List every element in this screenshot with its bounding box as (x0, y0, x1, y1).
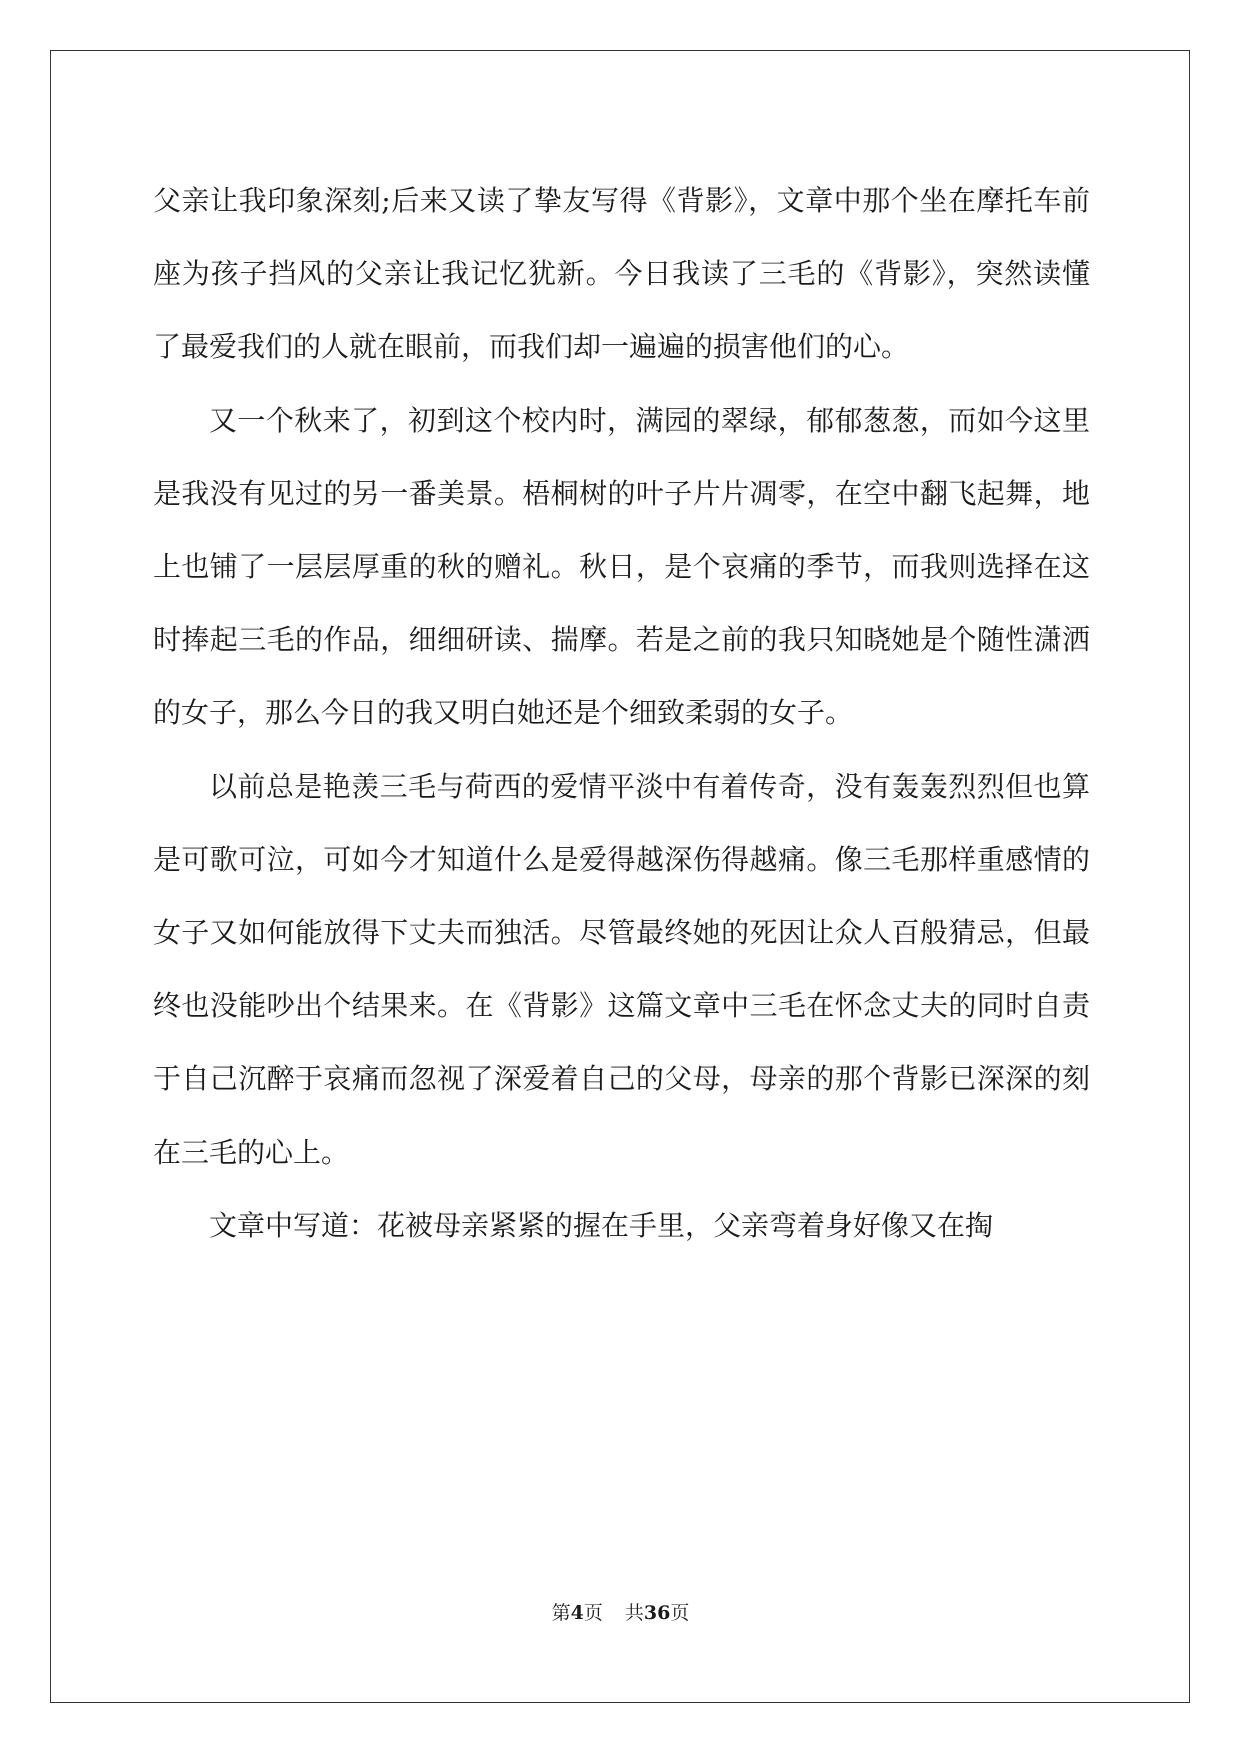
paragraph-2: 又一个秋来了，初到这个校内时，满园的翠绿，郁郁葱葱，而如今这里是我没有见过的另一番美景。梧桐树的叶子片片凋零，在空中翻飞起舞，地上也铺了一层层厚重的秋的赠礼。秋日，是个哀痛的季节，而我则选择在这时捧起三毛的作品，细细研读、揣摩。若是之前的我只知晓她是个随性潇洒的女子，那么今日的我又明白她还是个细致柔弱的女子。 (153, 403, 1090, 730)
page-number: 4 (570, 1602, 584, 1624)
paragraph-1: 父亲让我印象深刻;后来又读了挚友写得《背影》，文章中那个坐在摩托车前座为孩子挡风的父亲让我记忆犹新。今日我读了三毛的《背影》，突然读懂了最爱我们的人就在眼前，而我们却一遍遍的损害他们的心。 (153, 184, 1090, 364)
total-pages: 36 (643, 1602, 671, 1624)
paragraph-3: 以前总是艳羡三毛与荷西的爱情平淡中有着传奇，没有轰轰烈烈但也算是可歌可泣，可如今才知道什么是爱得越深伤得越痛。像三毛那样重感情的女子又如何能放得下丈夫而独活。尽管最终她的死因让众人百般猜忌，但最终也没能吵出个结果来。在《背影》这篇文章中三毛在怀念丈夫的同时自责于自己沉醉于哀痛而忽视了深爱着自己的父母，母亲的那个背影已深深的刻在三毛的心上。 (153, 769, 1090, 1169)
page-footer (0, 1598, 1241, 1625)
total-suffix: 页 (670, 1602, 690, 1624)
document-body (153, 164, 1090, 1262)
page-suffix: 页 (583, 1602, 603, 1624)
total-prefix: 共 (624, 1602, 644, 1624)
page-prefix: 第 (551, 1602, 571, 1624)
paragraph-4: 文章中写道：花被母亲紧紧的握在手里，父亲弯着身好像又在掏 (209, 1208, 994, 1242)
